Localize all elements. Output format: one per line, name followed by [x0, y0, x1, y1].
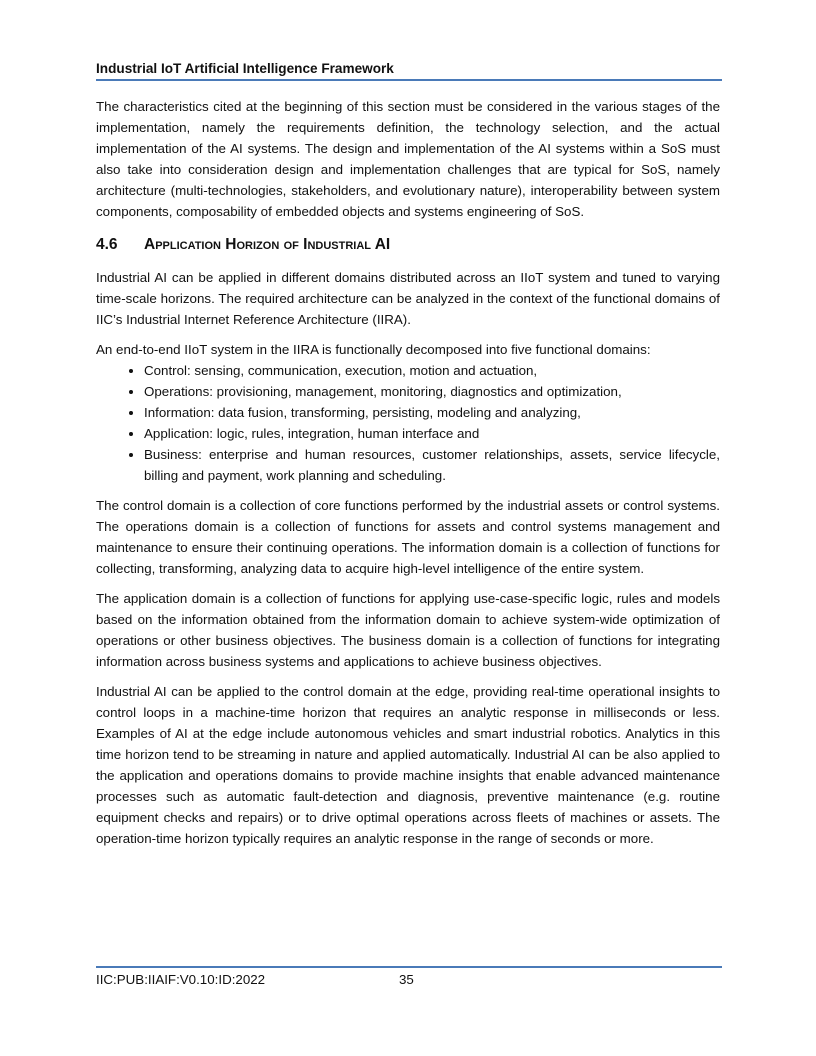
page-body: [96, 96, 720, 858]
section-title: Application Horizon of Industrial AI: [144, 236, 391, 253]
paragraph: The control domain is a collection of core functions performed by the industrial assets or control systems. The operations domain is a collection of functions for assets and control systems management and maintenance to ensure their continuing operations. The information domain is a collection of functions for collecting, transforming, analyzing data to acquire high-level intelligence of the entire system.: [96, 498, 720, 576]
footer-document-id: IIC:PUB:IIAIF:V0.10:ID:2022: [96, 972, 266, 987]
list-item: • Business: enterprise and human resources, customer relationships, assets, service lifecycle, billing and payment, work planning and scheduling.: [144, 444, 720, 486]
paragraph: Industrial AI can be applied to the control domain at the edge, providing real-time operational insights to control loops in a machine-time horizon that requires an analytic response in milliseconds or less. Examples of AI at the edge include autonomous vehicles and smart industrial robotics. Analytics in this time horizon tend to be streaming in nature and applied automatically. Industrial AI can be also applied to the application and operations domains to provide machine insights that enable advanced maintenance processes such as automatic fault-detection and diagnosis, preventive maintenance (e.g. routine equipment checks and repairs) or to drive optimal operations across fleets of machines or assets. The operation-time horizon typically requires an analytic response in the range of seconds or more.: [96, 684, 720, 846]
header-divider: [96, 79, 722, 81]
section-number: 4.6: [96, 236, 118, 253]
section-heading: [96, 234, 720, 255]
page-number: 35: [399, 972, 414, 987]
paragraph: The application domain is a collection of functions for applying use-case-specific logic, rules and models based on the information obtained from the information domain to achieve system-wide optimization of operations or other business objectives. The business domain is a collection of functions for integrating information across business systems and applications to achieve business objectives.: [96, 591, 720, 669]
footer-divider: [96, 966, 722, 968]
list-item: • Operations: provisioning, management, monitoring, diagnostics and optimization,: [144, 381, 720, 402]
paragraph: An end-to-end IIoT system in the IIRA is functionally decomposed into five functional domains:: [96, 342, 651, 357]
list-item: • Information: data fusion, transforming, persisting, modeling and analyzing,: [144, 402, 720, 423]
functional-domains-list: [96, 360, 720, 486]
list-item: • Control: sensing, communication, execution, motion and actuation,: [144, 360, 720, 381]
paragraph: Industrial AI can be applied in different domains distributed across an IIoT system and tuned to varying time-scale horizons. The required architecture can be analyzed in the context of the functional domains of IIC’s Industrial Internet Reference Architecture (IIRA).: [96, 270, 720, 327]
intro-paragraph: The characteristics cited at the beginning of this section must be considered in the various stages of the implementation, namely the requirements definition, the technology selection, and the actual implementation of the AI systems. The design and implementation of the AI systems within a SoS must also take into consideration design and implementation challenges that are typical for SoS, namely architecture (multi-technologies, stakeholders, and evolutionary nature), interoperability between system components, composability of embedded objects and systems engineering of SoS.: [96, 99, 720, 219]
running-header-title: Industrial IoT Artificial Intelligence Framework: [96, 61, 394, 76]
list-item: • Application: logic, rules, integration, human interface and: [144, 423, 720, 444]
